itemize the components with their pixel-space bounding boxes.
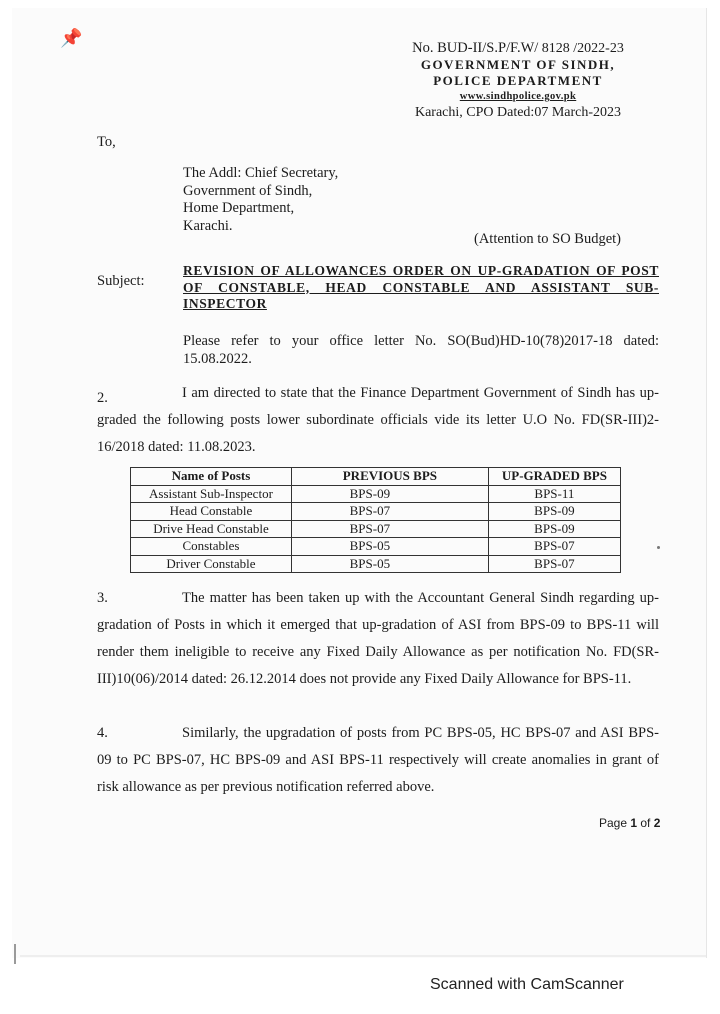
scanner-watermark: Scanned with CamScanner [430,976,624,993]
date-prefix: Karachi, CPO Dated: [414,105,535,120]
paragraph-4-text: Similarly, the upgradation of posts from PC BPS-05, HC BPS-07 and ASI BPS-09 to PC BPS-07, HC BPS-09 and ASI BPS-11 respectively will create anomalies in grant of risk allowance as per previous notification referred above. [97,725,659,795]
address-line: Karachi. [183,217,233,234]
table-cell-upgraded: BPS-07 [488,538,620,556]
table-cell-previous: BPS-07 [349,503,391,519]
paragraph-2: I am directed to state that the Finance Department Government of Sindh has up-graded the following posts lower subordinate officials vide its letter U.O No. FD(SR-III)2-16/2018 dated: 11.08.2023. [97,385,659,455]
table-cell-previous: BPS-05 [349,538,391,554]
table-cell-upgraded: BPS-07 [488,555,620,573]
table-cell-previous: BPS-07 [349,520,391,536]
table-cell-upgraded: BPS-09 [488,520,620,538]
table-cell-post: Constables [131,538,292,556]
paragraph-2-number: 2. [97,390,108,406]
page-current: 1 [630,816,638,830]
table-row [131,538,621,556]
subject-text: REVISION OF ALLOWANCES ORDER ON UP-GRADATION OF POST OF CONSTABLE, HEAD CONSTABLE AND ASSISTANT SUB-INSPECTOR [183,263,659,311]
paragraph-3 [97,585,659,693]
table-cell-post: Drive Head Constable [131,520,292,538]
table-cell-post: Head Constable [131,503,292,521]
table-cell-upgraded: BPS-09 [488,503,620,521]
subject-label: Subject: [97,273,145,289]
reference-number [368,40,668,57]
recipient-address [183,165,338,235]
posts-table [130,467,621,573]
paragraph-4 [97,720,659,801]
address-line: The Addl: Chief Secretary, [183,165,339,181]
website-link: www.sindhpolice.gov.pk [459,91,577,102]
page-edge-shadow [20,955,706,957]
reference-suffix: /2022-23 [573,41,624,56]
table-row [131,555,621,573]
attention-note: (Attention to SO Budget) [474,231,622,247]
table-row [131,520,621,538]
organization-line-1: GOVERNMENT OF SINDH, [420,57,616,72]
date-month-year: March-2023 [551,105,622,120]
letter-header [368,40,668,121]
table-cell-previous: BPS-09 [349,485,391,501]
table-row [131,503,621,521]
table-cell-upgraded: BPS-11 [488,485,620,503]
table-cell-previous: BPS-05 [349,555,391,571]
page-number-separator: of [637,816,654,830]
paragraph-3-text: The matter has been taken up with the Accountant General Sindh regarding up-gradation of Posts in which it emerged that up-gradation of ASI from BPS-09 to BPS-11 will render them ineligible to receive any Fixed Daily Allowance as per notification No. FD(SR-III)10(06)/2014 dated: 26.12.2014 does not provide any Fixed Daily Allowance for BPS-11. [97,590,659,687]
organization-line-2: POLICE DEPARTMENT [433,73,603,88]
reference-handwritten-number: 8128 [541,41,570,56]
column-header-upgraded-bps: UP-GRADED BPS [488,468,620,486]
to-label: To, [97,134,116,150]
table-cell-post: Driver Constable [131,555,292,573]
column-header-previous-bps: PREVIOUS BPS [291,468,488,486]
date-line [368,105,668,121]
column-header-post: Name of Posts [131,468,292,486]
scan-edge-mark [14,944,16,964]
address-line: Home Department, [183,200,295,216]
table-cell-post: Assistant Sub-Inspector [131,485,292,503]
table-row [131,485,621,503]
page-total: 2 [653,816,661,830]
paragraph-4-number: 4. [97,725,108,741]
paragraph-1: Please refer to your office letter No. SO(Bud)HD-10(78)2017-18 dated: 15.08.2022. [183,333,659,367]
page-number-prefix: Page [599,816,631,830]
date-handwritten-day: 07 [534,105,549,120]
reference-prefix: No. BUD-II/S.P/F.W/ [412,40,539,56]
paragraph-3-number: 3. [97,590,108,606]
scan-speck [657,546,660,549]
table-header-row [131,468,621,486]
page-number [599,816,660,830]
pin-icon: 📌 [60,28,83,49]
address-line: Government of Sindh, [183,182,313,199]
